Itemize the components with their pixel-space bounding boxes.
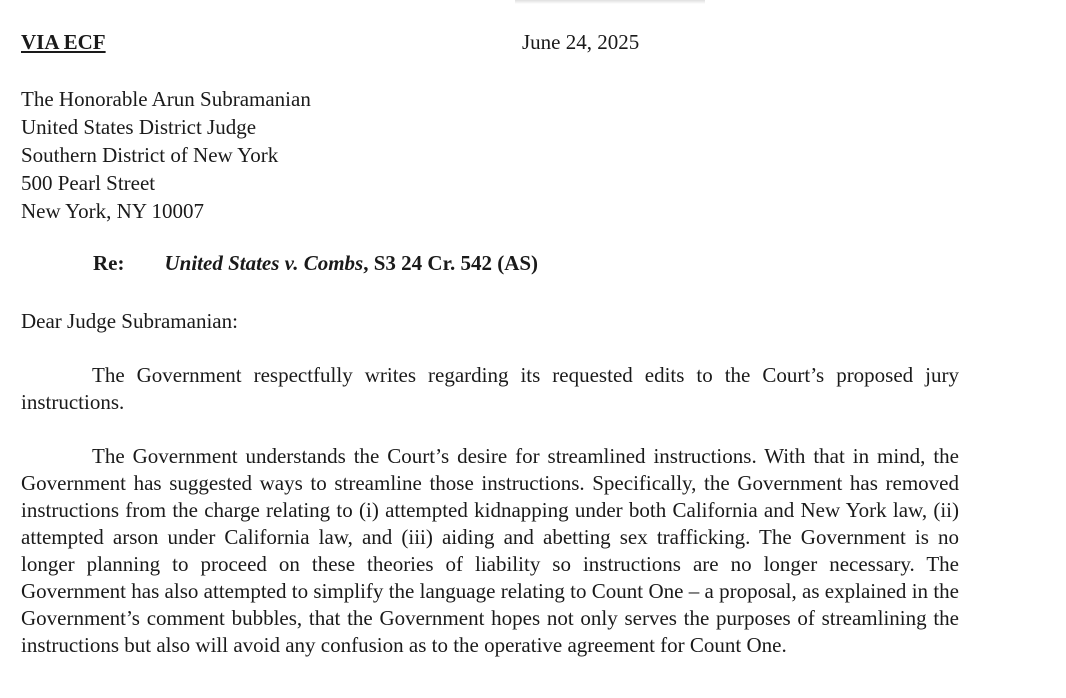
subject-line: [93, 251, 538, 276]
body-paragraph: The Government respectfully writes regarding its requested edits to the Court’s proposed jury instructions.: [21, 363, 959, 414]
case-number: , S3 24 Cr. 542 (AS): [363, 251, 539, 275]
case-name: United States v. Combs: [164, 251, 364, 275]
letter-date: June 24, 2025: [522, 30, 640, 54]
addressee-line: The Honorable Arun Subramanian: [21, 87, 311, 111]
addressee-line: 500 Pearl Street: [21, 171, 156, 195]
salutation: Dear Judge Subramanian:: [21, 309, 238, 333]
addressee-line: Southern District of New York: [21, 143, 279, 167]
addressee-line: United States District Judge: [21, 115, 257, 139]
addressee-line: New York, NY 10007: [21, 199, 204, 223]
body-paragraph: The Government understands the Court’s desire for streamlined instructions. With that in mind, the Government has suggested ways to streamline those instructions. Specifically, the Government has removed instructions from the charge relating to (i) attempted kidnapping under both California and New York law, (ii) attempted arson under California law, and (iii) aiding and abetting sex trafficking. The Government is no longer planning to proceed on these theories of liability so instructions are no longer necessary. The Government has also attempted to simplify the language relating to Count One – a proposal, as explained in the Government’s comment bubbles, that the Government hopes not only serves the purposes of streamlining the instructions but also will avoid any confusion as to the operative agreement for Count One.: [21, 444, 959, 657]
addressee-block: [21, 85, 311, 225]
subject-label: Re:: [93, 251, 125, 275]
delivery-method: VIA ECF: [21, 30, 106, 54]
letterhead-fragment: [515, 0, 705, 4]
